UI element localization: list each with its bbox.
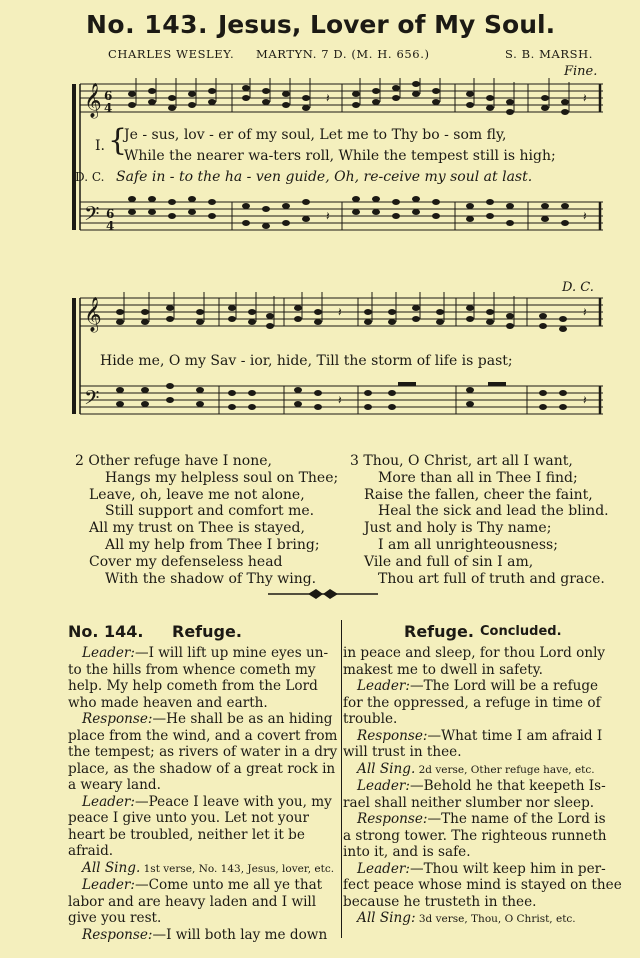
reading-text: rael shall neither slumber nor sleep.: [343, 794, 595, 811]
reading-line: [68, 662, 337, 679]
verse-3-line: Just and holy is Thy name;: [364, 520, 552, 537]
dc-mark: D. C.: [562, 280, 594, 295]
reading-line: [343, 761, 622, 779]
speaker-label: All Sing.: [82, 859, 141, 876]
reading-text: labor and are heavy laden and I will: [68, 893, 317, 910]
reading-text: —What time I am afraid I: [427, 727, 603, 744]
svg-text:𝄽: 𝄽: [583, 305, 587, 319]
reading-text: trouble.: [343, 711, 398, 727]
reading-text: makest me to dwell in safety.: [343, 661, 543, 678]
reading-line: [68, 877, 337, 894]
reading-line: [343, 678, 622, 695]
reading-line: [343, 662, 622, 679]
verse-2-line: Hangs my helpless soul on Thee;: [105, 469, 339, 486]
reading-line: [68, 910, 337, 927]
speaker-label: Leader:: [82, 877, 136, 893]
reading-text: because he trusteth in thee.: [343, 893, 537, 910]
reading-text: afraid.: [68, 843, 114, 859]
svg-text:𝄽: 𝄽: [338, 393, 342, 407]
reading-text: —He shall be as an hiding: [152, 711, 333, 727]
svg-text:𝄽: 𝄽: [583, 393, 587, 407]
fine-mark: Fine.: [564, 64, 598, 79]
reading-text: help. My help cometh from the Lord: [68, 678, 318, 694]
reading-text: a weary land.: [68, 777, 161, 793]
verse-2-line: Leave, oh, leave me not alone,: [89, 486, 305, 503]
speaker-label: Leader:: [82, 645, 136, 661]
reading-line: [343, 910, 622, 928]
verse-2-line: 2 Other refuge have I none,: [75, 453, 272, 469]
reading-line: [343, 811, 622, 828]
verse-2-line: With the shadow of Thy wing.: [105, 570, 317, 587]
reading-right-column: [343, 645, 622, 928]
hymn-number: No. 143.: [86, 10, 208, 39]
verse-number-1: I.: [95, 138, 105, 154]
svg-text:𝄞: 𝄞: [84, 297, 102, 332]
reading-line: [343, 844, 622, 861]
verse-2-line: Still support and comfort me.: [105, 503, 315, 520]
music-system-1: [0, 78, 640, 250]
verse-3-line: Thou art full of truth and grace.: [378, 570, 605, 587]
speaker-label: All Sing.: [357, 760, 416, 777]
reading-text: to the hills from whence cometh my: [68, 661, 316, 678]
reading-text: 3d verse, Thou, O Christ, etc.: [415, 913, 576, 925]
concluded-label: Concluded.: [480, 624, 562, 639]
reading-line: [343, 828, 622, 845]
reading-line: [68, 678, 337, 695]
verse-3-line: More than all in Thee I find;: [378, 469, 578, 486]
reading-line: [343, 695, 622, 712]
reading-text: will trust in thee.: [343, 744, 462, 760]
speaker-label: All Sing:: [357, 910, 416, 926]
svg-text:6: 6: [104, 89, 113, 103]
reading-number: No. 144.: [68, 622, 144, 641]
svg-text:6: 6: [106, 207, 115, 221]
reading-text: who made heaven and earth.: [68, 694, 268, 711]
speaker-label: Response:: [357, 727, 428, 744]
speaker-label: Response:: [82, 926, 153, 943]
reading-text: place, as the shadow of a great rock in: [68, 760, 336, 777]
reading-title-concluded: Refuge.: [404, 622, 474, 641]
reading-line: [68, 744, 337, 761]
tune-credit: MARTYN. 7 D. (M. H. 656.): [256, 47, 430, 61]
svg-text:𝄢: 𝄢: [84, 386, 100, 414]
reading-line: [68, 843, 337, 860]
reading-text: the tempest; as rivers of water in a dry: [68, 744, 338, 760]
speaker-label: Response:: [82, 711, 153, 727]
reading-line: [343, 877, 622, 894]
svg-text:𝄽: 𝄽: [583, 91, 587, 105]
column-divider: [341, 620, 342, 938]
reading-line: [343, 744, 622, 761]
verse-3-line: I am all unrighteousness;: [378, 536, 558, 553]
speaker-label: Leader:: [82, 793, 136, 810]
reading-line: [68, 728, 337, 745]
verse-2-line: All my trust on Thee is stayed,: [89, 520, 305, 537]
reading-left-column: [68, 645, 337, 943]
reading-line: [68, 827, 337, 844]
reading-line: [68, 645, 337, 662]
lyric-line-1: Je - sus, lov - er of my soul, Let me to Thy bo - som fly,: [124, 127, 507, 143]
reading-line: [68, 761, 337, 778]
speaker-label: Leader:: [357, 678, 411, 694]
ornament-divider: [268, 586, 378, 602]
reading-line: [343, 894, 622, 911]
svg-text:4: 4: [104, 101, 113, 115]
reading-line: [343, 728, 622, 745]
reading-text: a strong tower. The righteous runneth: [343, 827, 607, 844]
author-credit: CHARLES WESLEY.: [108, 47, 235, 61]
svg-text:𝄽: 𝄽: [583, 209, 587, 223]
svg-text:𝄽: 𝄽: [326, 209, 330, 223]
composer-credit: S. B. MARSH.: [505, 47, 594, 61]
verse-3-line: Heal the sick and lead the blind.: [378, 503, 609, 520]
reading-text: give you rest.: [68, 910, 162, 926]
reading-line: [343, 861, 622, 878]
reading-text: in peace and sleep, for thou Lord only: [343, 645, 606, 661]
hymn-title: Jesus, Lover of My Soul.: [218, 10, 556, 39]
verse-brace: {: [108, 123, 128, 158]
verse-2: [75, 453, 338, 587]
speaker-label: Leader:: [357, 860, 411, 877]
lyric-dc-line: Safe in - to the ha - ven guide, Oh, re-ceive my soul at last.: [116, 169, 533, 185]
reading-text: —Peace I leave with you, my: [135, 793, 332, 810]
reading-line: [68, 695, 337, 712]
reading-line: [68, 711, 337, 728]
lyric-line-3: Hide me, O my Sav - ior, hide, Till the storm of life is past;: [100, 353, 513, 369]
reading-text: for the oppressed, a refuge in time of: [343, 694, 601, 711]
reading-text: —Thou wilt keep him in per-: [410, 860, 606, 877]
svg-text:4: 4: [106, 219, 115, 233]
reading-line: [68, 794, 337, 811]
dc-label: D. C.: [75, 170, 105, 184]
reading-line: [343, 645, 622, 662]
verse-2-line: All my help from Thee I bring;: [105, 536, 320, 553]
reading-line: [68, 810, 337, 827]
lyric-line-2: While the nearer wa-ters roll, While the tempest still is high;: [124, 148, 556, 164]
reading-line: [343, 795, 622, 812]
reading-text: peace I give unto you. Let not your: [68, 810, 310, 826]
reading-text: —I will both lay me down: [152, 926, 328, 943]
reading-line: [68, 894, 337, 911]
svg-text:𝄽: 𝄽: [338, 305, 342, 319]
reading-text: —I will lift up mine eyes un-: [135, 645, 329, 661]
reading-title: Refuge.: [172, 622, 242, 641]
reading-line: [68, 860, 337, 878]
speaker-label: Leader:: [357, 778, 411, 794]
reading-text: heart be troubled, neither let it be: [68, 826, 305, 843]
reading-text: —The name of the Lord is: [427, 811, 606, 827]
reading-text: —Behold he that keepeth Is-: [410, 778, 606, 794]
reading-line: [343, 778, 622, 795]
reading-text: —Come unto me all ye that: [135, 877, 323, 893]
speaker-label: Response:: [357, 811, 428, 827]
svg-text:𝄞: 𝄞: [84, 83, 102, 118]
reading-text: 2d verse, Other refuge have, etc.: [415, 763, 595, 776]
svg-text:𝄽: 𝄽: [326, 91, 330, 105]
reading-text: 1st verse, No. 143, Jesus, lover, etc.: [140, 862, 335, 875]
reading-line: [68, 927, 337, 944]
reading-text: place from the wind, and a covert from: [68, 727, 338, 744]
reading-text: into it, and is safe.: [343, 844, 471, 860]
svg-text:𝄢: 𝄢: [84, 202, 100, 230]
verse-3-line: 3 Thou, O Christ, art all I want,: [350, 453, 573, 469]
reading-text: —The Lord will be a refuge: [410, 678, 599, 694]
verse-3-line: Vile and full of sin I am,: [364, 553, 534, 570]
reading-text: fect peace whose mind is stayed on thee: [343, 877, 622, 893]
verse-2-line: Cover my defenseless head: [89, 553, 283, 570]
reading-line: [343, 711, 622, 728]
verse-3: [350, 453, 609, 587]
reading-line: [68, 777, 337, 794]
verse-3-line: Raise the fallen, cheer the faint,: [364, 486, 593, 503]
